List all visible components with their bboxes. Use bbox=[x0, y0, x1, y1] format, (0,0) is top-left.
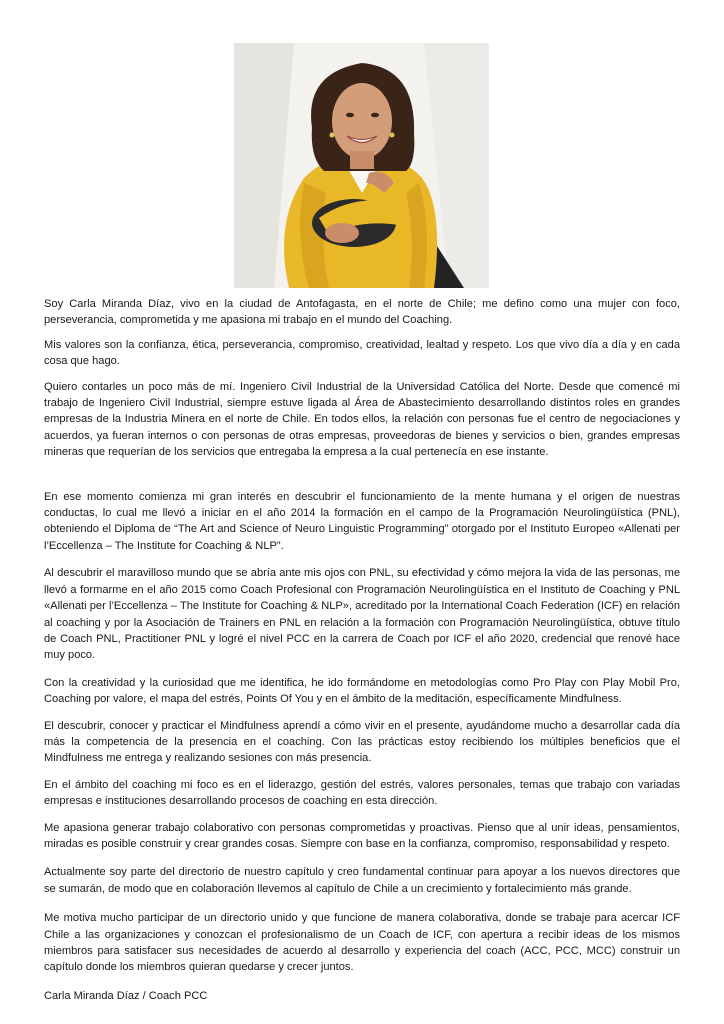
paragraph-motivation: Me motiva mucho participar de un directorio unido y que funcione de manera colaborativa, donde se trabaje para acercar ICF Chile a las organizaciones y conozcan el profesionalismo de un Coach de ICF, con apertura a recibir ideas de los mismos miembros para satisfacer sus necesidades de acuerdo al desarrollo y experiencia del coach (ACC, PCC, MCC) construir un capítulo donde los miembros quieran quedarse y crecer juntos. bbox=[44, 912, 680, 974]
paragraph-mindfulness: El descubrir, conocer y practicar el Mindfulness aprendí a cómo vivir en el presente, ayudándome mucho a desarrollar cada día más la competencia de la presencia en el coaching. Con las prácticas estoy recibiendo los múltiples beneficios que el Mindfulness me entrega y realizando sesiones con más presencia. bbox=[44, 719, 680, 765]
paragraph-methodologies: Con la creatividad y la curiosidad que me identifica, he ido formándome en metodologías como Pro Play con Play Mobil Pro, Coaching por valore, el mapa del estrés, Points Of You y en el ámbito de la meditación, específicamente Mindfulness. bbox=[44, 676, 680, 706]
paragraph-intro: Soy Carla Miranda Díaz, vivo en la ciudad de Antofagasta, en el norte de Chile; me defino como una mujer con foco, perseverancia, comprometida y me apasiona mi trabajo en el mundo del Coaching. bbox=[44, 298, 680, 327]
paragraph-pnl-interest: En ese momento comienza mi gran interés en descubrir el funcionamiento de la mente humana y el origen de nuestras conductas, lo cual me llevó a iniciar en el año 2014 la formación en el campo de la Programación Neurolingüística (PNL), obteniendo el Diploma de “The Art and Science of Neuro Linguistic Programming” otorgado por el Instituto Europeo «Allenati per l’Eccellenza – The Institute for Coaching & NLP”. bbox=[44, 490, 680, 552]
paragraph-coach-training: Al descubrir el maravilloso mundo que se abría ante mis ojos con PNL, su efectividad y cómo mejora la vida de las personas, me llevó a formarme en el año 2015 como Coach Profesional con Programación Neurolingüística en el Instituto de Coaching y PNL «Allenati per l’Eccellenza – The Institute for Coaching & NLP», acreditado por la International Coach Federation (ICF) en relación al coaching y por la Asociación de Trainers en PNL en relación a la formación con Programación Neurolingüística, obtuve título de Coach PNL, Practitioner PNL y logré el nivel PCC en la carrera de Coach por ICF el año 2020, credencial que renové hace muy poco. bbox=[44, 567, 680, 662]
signature: Carla Miranda Díaz / Coach PCC bbox=[44, 989, 208, 1002]
paragraph-values: Mis valores son la confianza, ética, perseverancia, compromiso, creatividad, lealtad y respeto. Los que vivo día a día y en cada cosa que hago. bbox=[44, 338, 680, 368]
paragraph-background: Quiero contarles un poco más de mí. Ingeniero Civil Industrial de la Universidad Católica del Norte. Desde que comencé mi trabajo de Ingeniero Civil Industrial, siempre estuve ligada al Área de Abastecimiento desarrollando distintos roles en grandes empresas de la Industria Minera en el norte de Chile. En todos ellos, la relación con personas fue el centro de negociaciones y acuerdos, ya fueran internos o con personas de otras empresas, proveedoras de bienes y servicios o bien, grandes empresas mineras que requerían de los servicios que entregaba la empresa a la cual pertenecía en ese instante. bbox=[44, 380, 680, 459]
document-body bbox=[44, 296, 680, 1004]
paragraph-focus: En el ámbito del coaching mi foco es en el liderazgo, gestión del estrés, valores personales, temas que trabajo con variadas empresas e instituciones desarrollando procesos de coaching en esta dirección. bbox=[44, 778, 680, 808]
paragraph-directorate: Actualmente soy parte del directorio de nuestro capítulo y creo fundamental continuar para apoyar a los nuevos directores que se sumarán, de modo que en colaboración llevemos al capítulo de Chile a un crecimiento y fortalecimiento más grande. bbox=[44, 866, 680, 895]
paragraph-collaboration: Me apasiona generar trabajo colaborativo con personas comprometidas y proactivas. Pienso que al unir ideas, pensamientos, miradas es posible construir y crear grandes cosas. Siempre con base en la confianza, compromiso, responsabilidad y respeto. bbox=[44, 821, 680, 850]
portrait-photo bbox=[234, 43, 489, 288]
